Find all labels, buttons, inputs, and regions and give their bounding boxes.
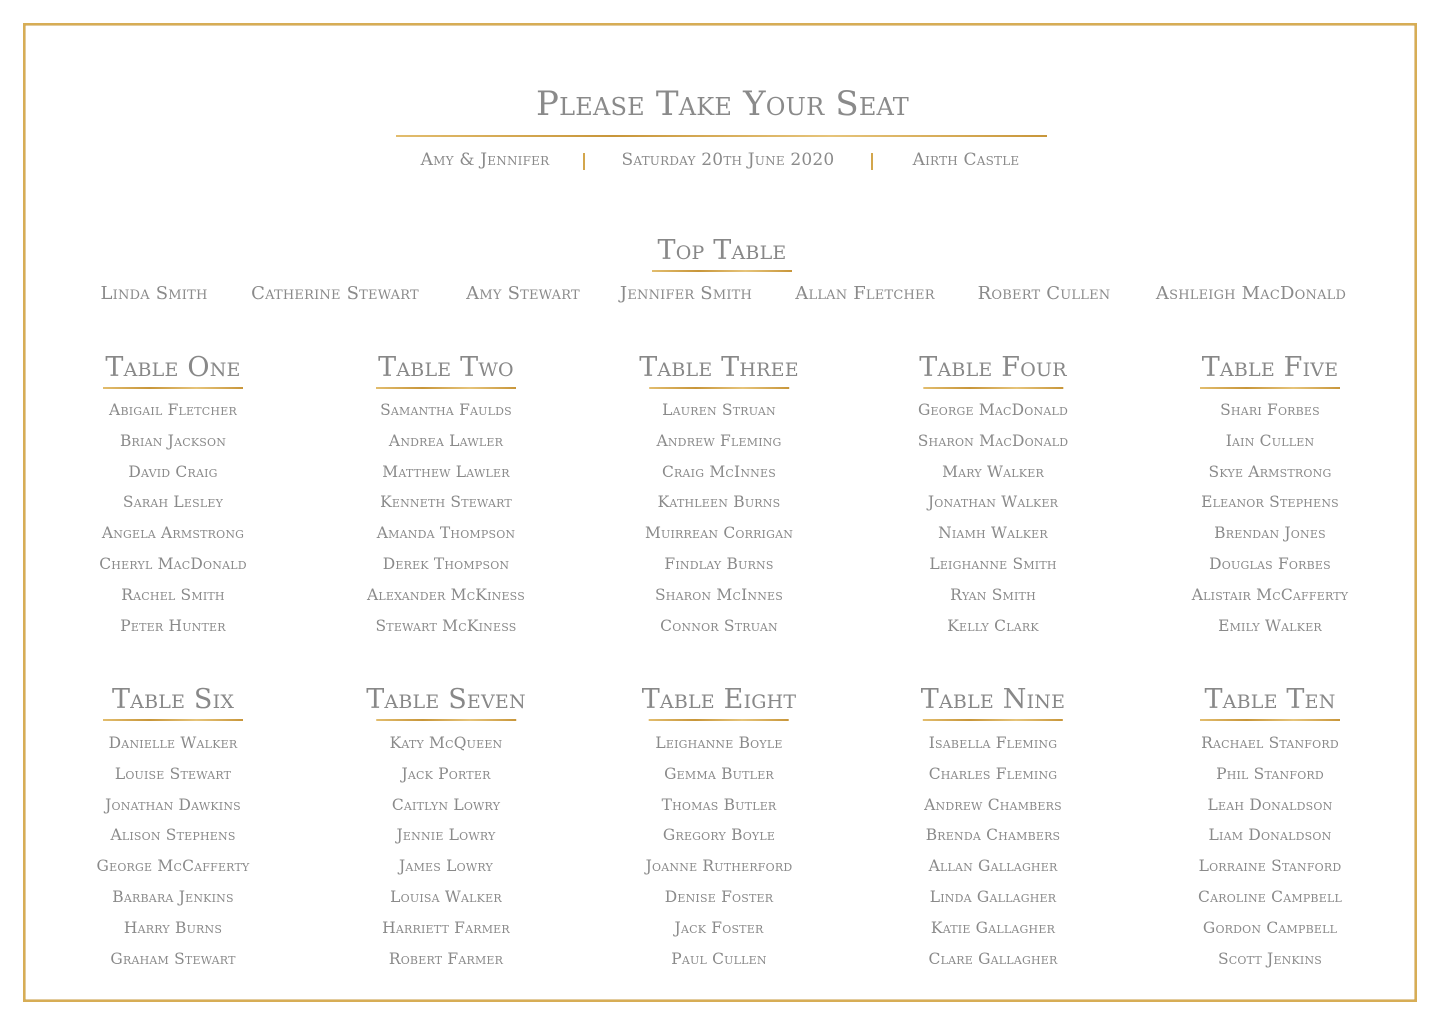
guest-name: Denise Foster [664,887,774,906]
heading-underline [1200,719,1340,721]
guest-name: George McCafferty [96,857,250,876]
guest-name: Peter Hunter [120,616,226,635]
heading-underline [649,387,789,389]
guest-name: Alexander McKiness [367,585,525,604]
table-guest-list [645,395,793,641]
guest-name: Amanda Thompson [376,524,516,543]
heading-underline [376,387,516,389]
guest-name: Skye Armstrong [1208,462,1332,481]
table-guest-list [1192,395,1349,641]
title-divider [396,135,1047,137]
heading-underline [649,719,789,721]
couple-names: Amy & Jennifer [420,150,550,170]
guest-name: Craig McInnes [662,462,776,481]
guest-name: Isabella Fleming [928,734,1058,752]
guest-name: Jennie Lowry [396,826,496,845]
guest-name: Thomas Butler [661,795,777,814]
table-guest-list [382,728,510,974]
table-guest-list [924,728,1062,974]
guest-name: Jack Porter [401,764,491,783]
table-guest-list [97,728,250,974]
table-heading [366,683,526,721]
table-title: Table One [105,352,241,383]
top-table-guest: Robert Cullen [977,283,1111,304]
table-title: Table Nine [920,684,1066,715]
guest-name: Caroline Campbell [1198,887,1342,906]
guest-name: Emily Walker [1218,616,1322,635]
table-title: Table Three [639,352,799,383]
heading-underline [1200,387,1340,389]
table-guest-list [1198,728,1342,974]
guest-name: Samantha Faulds [380,401,512,419]
table-heading [1200,351,1340,389]
guest-name: Sharon McInnes [654,585,784,604]
guest-name: Stewart McKiness [375,616,517,635]
guest-name: Katy McQueen [389,734,503,752]
guest-name: James Lowry [399,857,493,876]
guest-name: Douglas Forbes [1209,554,1331,573]
guest-name: Charles Fleming [928,764,1058,783]
guest-name: Barbara Jenkins [112,887,234,906]
guest-name: Joanne Rutherford [645,857,793,876]
guest-name: Alison Stephens [110,826,236,845]
guest-name: Leah Donaldson [1207,795,1333,814]
guest-name: Phil Stanford [1216,764,1324,783]
guest-name: Danielle Walker [108,734,238,752]
guest-name: Clare Gallagher [928,949,1058,968]
heading-underline [923,719,1063,721]
guest-name: Louise Stewart [114,764,232,783]
guest-name: Angela Armstrong [101,524,245,543]
table-title: Table Six [111,684,235,715]
guest-name: Jonathan Dawkins [105,795,241,814]
table-heading [1200,683,1340,721]
table-guest-list [646,728,793,974]
guest-name: Andrew Chambers [924,795,1062,814]
top-table-guest: Catherine Stewart [251,283,419,304]
guest-name: Lorraine Stanford [1198,857,1342,876]
table-heading [919,351,1066,389]
guest-name: Derek Thompson [382,554,510,573]
table-heading [103,683,243,721]
table-title: Table Five [1201,352,1339,383]
table-title: Table Ten [1204,684,1336,715]
table-guest-list [99,395,247,641]
guest-name: David Craig [128,462,218,481]
guest-name: Cheryl MacDonald [99,554,247,573]
table-heading [921,683,1065,721]
heading-underline [103,387,243,389]
top-table-title: Top Table [657,235,787,266]
guest-name: Linda Gallagher [929,887,1057,906]
guest-name: Kathleen Burns [657,493,781,512]
top-table-heading [652,234,792,272]
top-table-guest: Allan Fletcher [795,283,935,304]
venue-name: Airth Castle [912,150,1020,170]
guest-name: Iain Cullen [1225,431,1315,450]
guest-name: Brenda Chambers [925,826,1061,845]
guest-name: Sarah Lesley [122,493,224,512]
guest-name: Niamh Walker [938,524,1048,543]
table-heading [376,351,516,389]
guest-name: Gordon Campbell [1202,918,1338,937]
top-table-guest: Linda Smith [100,283,208,304]
guest-name: Abigail Fletcher [109,401,237,419]
guest-name: Jack Foster [674,918,764,937]
table-guest-list [918,395,1069,641]
guest-name: Connor Struan [660,616,778,635]
table-title: Table Seven [366,684,526,715]
guest-name: Paul Cullen [671,949,767,968]
guest-name: Liam Donaldson [1208,826,1332,845]
guest-name: Leighanne Boyle [655,734,783,752]
guest-name: Brendan Jones [1214,524,1326,543]
guest-name: Matthew Lawler [382,462,510,481]
table-guest-list [367,395,525,641]
guest-name: Gregory Boyle [662,826,776,845]
wedding-date: Saturday 20th June 2020 [621,150,835,170]
guest-name: Jonathan Walker [927,493,1059,512]
guest-name: Eleanor Stephens [1201,493,1339,512]
guest-name: Andrew Fleming [656,431,782,450]
guest-name: Brian Jackson [119,431,227,450]
top-table-guest: Ashleigh MacDonald [1155,283,1347,304]
heading-underline [923,387,1063,389]
table-heading [639,351,799,389]
heading-underline [376,719,516,721]
heading-underline [103,719,243,721]
guest-name: Kenneth Stewart [380,493,512,512]
details-separator [583,153,585,170]
guest-name: Harry Burns [123,918,223,937]
table-heading [642,683,797,721]
guest-name: Sharon MacDonald [917,431,1069,450]
guest-name: George MacDonald [917,401,1069,419]
table-title: Table Eight [641,684,797,715]
guest-name: Gemma Butler [664,764,774,783]
table-title: Table Four [919,352,1067,383]
guest-name: Leighanne Smith [929,554,1057,573]
guest-name: Shari Forbes [1220,401,1320,419]
guest-name: Caitlyn Lowry [391,795,501,814]
top-table-guest: Amy Stewart [466,283,580,304]
page-title: Please Take Your Seat [536,84,909,124]
guest-name: Alistair McCafferty [1191,585,1349,604]
guest-name: Rachel Smith [121,585,225,604]
table-heading [103,351,243,389]
guest-name: Louisa Walker [390,887,502,906]
guest-name: Rachael Stanford [1201,734,1339,752]
heading-underline [652,270,792,272]
guest-name: Lauren Struan [662,401,776,419]
table-title: Table Two [378,352,514,383]
guest-name: Scott Jenkins [1217,949,1323,968]
top-table-guest: Jennifer Smith [619,283,753,304]
guest-name: Findlay Burns [664,554,774,573]
guest-name: Muirrean Corrigan [644,524,794,543]
guest-name: Andrea Lawler [388,431,504,450]
guest-name: Harriett Farmer [382,918,510,937]
guest-name: Graham Stewart [110,949,236,968]
guest-name: Allan Gallagher [928,857,1058,876]
guest-name: Ryan Smith [950,585,1036,604]
guest-name: Robert Farmer [388,949,504,968]
details-separator [871,153,873,170]
guest-name: Kelly Clark [947,616,1039,635]
guest-name: Katie Gallagher [930,918,1056,937]
guest-name: Mary Walker [942,462,1044,481]
